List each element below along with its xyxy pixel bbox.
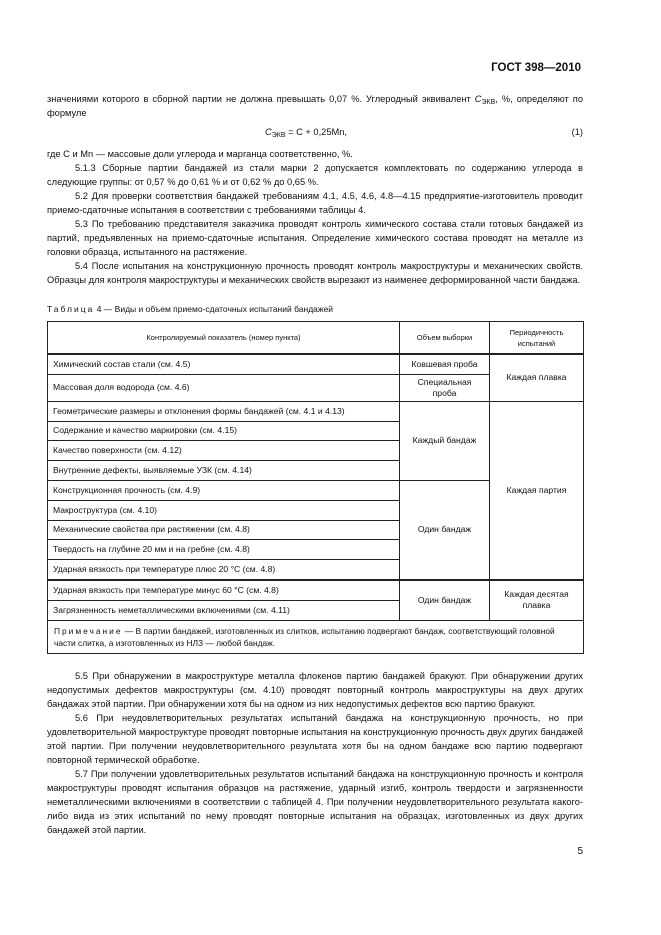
note-text: — В партии бандажей, изготовленных из слитков, испытанию подвергают бандаж, соответствующий головной части слитка, а изготовленных из НЛЗ — любой бандаж. (54, 625, 555, 648)
intro-paragraph: значениями которого в сборной партии не должна превышать 0,07 %. Углеродный эквивалент $C_{ЭКВ}$, %, определяют по формуле (47, 94, 584, 118)
table-row: Ударная вязкость при температуре плюс 20 °С (см. 4.8) (48, 560, 584, 580)
table-header-row (48, 322, 584, 355)
page-number: 5 (577, 846, 583, 857)
table-row: Загрязненность неметаллическими включениями (см. 4.11) (48, 600, 584, 620)
col-header-volume: Объем выборки (400, 322, 490, 355)
formula-number: (1) (571, 127, 583, 137)
text-block-bottom (47, 669, 583, 837)
table-row: Ударная вязкость при температуре минус 60 °С (см. 4.8) Один бандаж Каждая десятая плавка (48, 580, 584, 600)
table-row: Содержание и качество маркировки (см. 4.15) (48, 421, 584, 441)
acceptance-tests-table (47, 321, 584, 654)
table-row: Качество поверхности (см. 4.12) (48, 441, 584, 461)
table-row: Механические свойства при растяжении (см. 4.8) (48, 520, 584, 540)
col-header-period: Периодичность испытаний (490, 322, 584, 355)
table-row: Химический состав стали (см. 4.5) Ковшевая проба Каждая плавка (48, 354, 584, 374)
clause-5-2: 5.2 Для проверки соответствия бандажей требованиям 4.1, 4.5, 4.6, 4.8—4.15 предприятие-изготовитель проводит приемо-сдаточные испытания в соответствии с требованиями таблицы 4. (47, 191, 583, 215)
col-header-param: Контролируемый показатель (номер пункта) (48, 322, 400, 355)
where-clause: где C и Mn — массовые доли углерода и марганца соответственно, %. (47, 149, 353, 159)
table-caption: Таблица 4 — Виды и объем приемо-сдаточных испытаний бандажей (47, 304, 334, 314)
clause-5-4: 5.4 После испытания на конструкционную прочность проводят контроль макроструктуры и механических свойств. Образцы для контроля макроструктуры и механических свойств вырезают из наименее деформированной части бандажа. (47, 261, 583, 285)
clause-5-1-3: 5.1.3 Сборные партии бандажей из стали марки 2 допускается комплектовать по содержанию углерода в следующие группы: от 0,57 % до 0,61 % и от 0,62 % до 0,65 %. (47, 163, 583, 187)
clause-5-6: 5.6 При неудовлетворительных результатах испытаний бандажа на конструкционную прочность, но при удовлетворительной макроструктуре проводят повторные испытания на конструкционную прочность двух других бандажей этой партии. При получении неудовлетворительного результата хотя бы на одном бандаже всю партию подвергают повторной термической обработке. (47, 713, 583, 765)
table-row: Массовая доля водорода (см. 4.6) Специальная проба (48, 374, 584, 401)
table-row: Конструкционная прочность (см. 4.9) Один бандаж (48, 480, 584, 500)
table-row: Твердость на глубине 20 мм и на гребне (см. 4.8) (48, 540, 584, 560)
table-note-row (48, 620, 584, 653)
clause-5-3: 5.3 По требованию представителя заказчика проводят контроль химического состава стали готовых бандажей из партий, предъявленных на приемо-сдаточные испытания. Определение химического состава проводят на металле из головки образца, испытанного на растяжение. (47, 219, 583, 257)
standard-code: ГОСТ 398—2010 (491, 62, 581, 74)
clause-5-5: 5.5 При обнаружении в макроструктуре металла флокенов партию бандажей бракуют. При обнаружении других недопустимых дефектов макроструктуры (см. 4.10) проводят повторный контроль макроструктуры на двух других бандажах этой партии. При обнаружении хотя бы на одном из них недопустимых дефектов всю партию бракуют. (47, 671, 583, 709)
formula-1: $C_{ЭКВ} = C + 0,25Mn$, (1) (265, 127, 583, 139)
table-row: Внутренние дефекты, выявляемые УЗК (см. 4.14) (48, 461, 584, 481)
text-block-top (47, 92, 583, 287)
table-row: Макроструктура (см. 4.10) (48, 500, 584, 520)
table-row: Геометрические размеры и отклонения формы бандажей (см. 4.1 и 4.13) Каждый бандаж Каждая партия (48, 401, 584, 421)
clause-5-7: 5.7 При получении удовлетворительных результатов испытаний бандажа на конструкционную прочность и контроля макроструктуры проводят испытания образцов на растяжение, ударный изгиб, контроль твердости и загрязненности неметаллическими включениями в соответствии с таблицей 4. При получении неудовлетворительного результата какого-либо вида из этих испытаний по нему проводят повторные испытания на образцах, изготовленных из двух других бандажей этой партии. (47, 769, 583, 835)
note-label: Примечание (54, 625, 123, 636)
